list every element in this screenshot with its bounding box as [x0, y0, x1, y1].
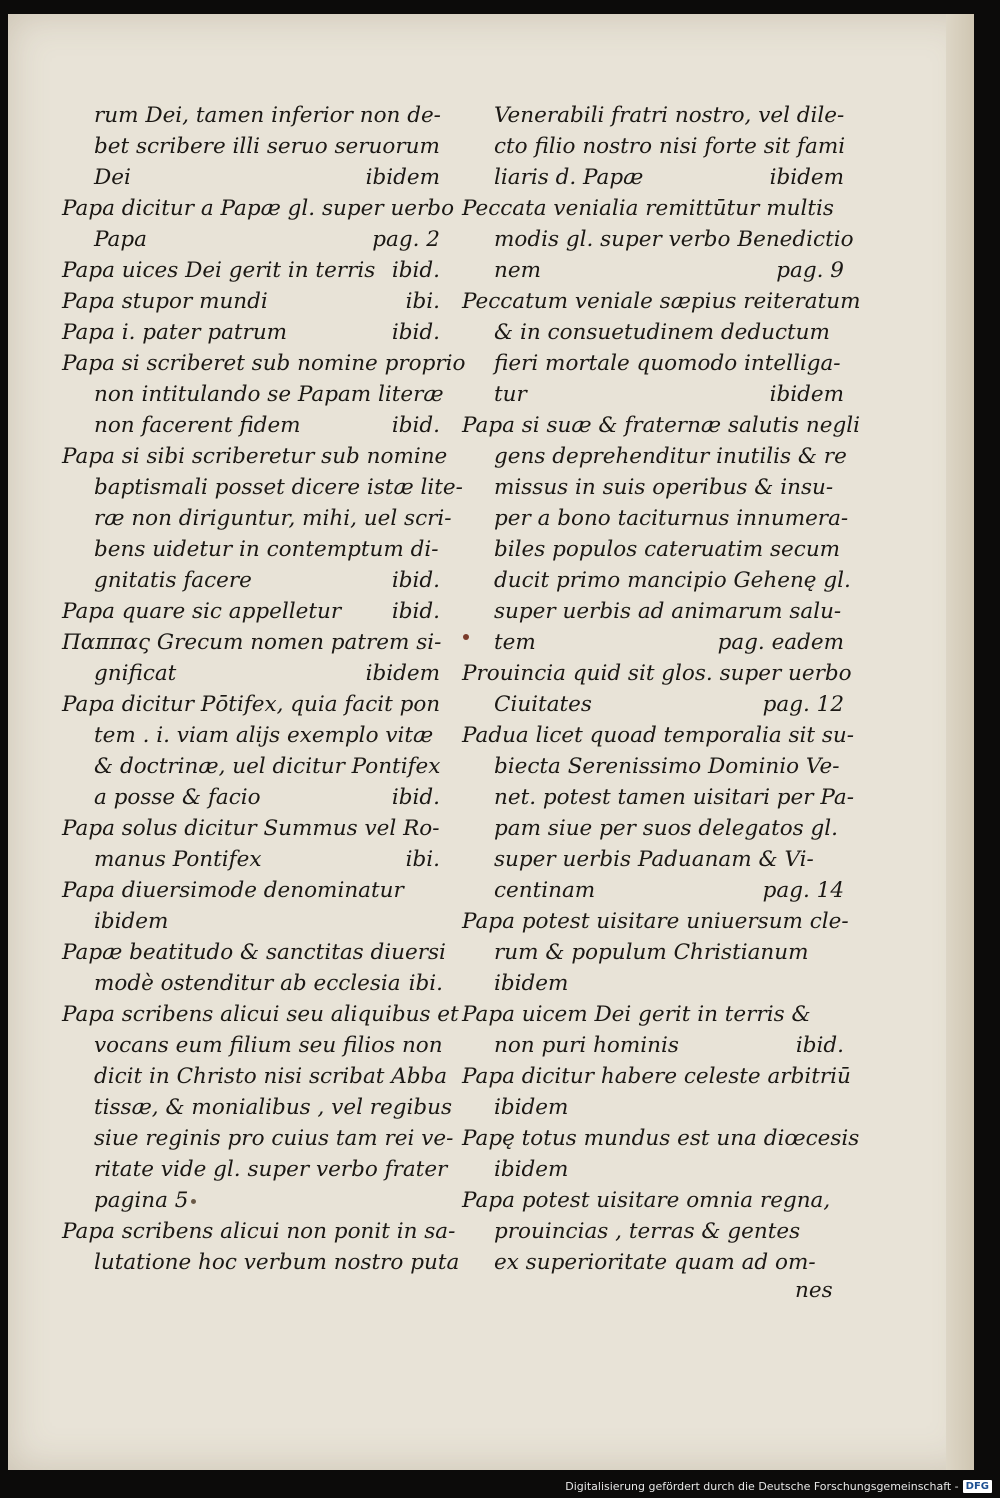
index-entry-text: gnificat [94, 661, 177, 686]
index-line [62, 224, 440, 255]
index-entry-text: super uerbis Paduanam & Vi- [494, 847, 814, 872]
index-line [62, 813, 440, 844]
index-line [62, 286, 440, 317]
index-entry-text: tissæ, & monialibus , vel regibus [94, 1095, 453, 1120]
index-entry-text: ræ non diriguntur, mihi, uel scri- [94, 506, 452, 531]
index-line [62, 100, 440, 131]
index-entry-text: ibidem [494, 1095, 569, 1120]
index-column-left [62, 100, 466, 1278]
index-entry-text: & in consuetudinem deductum [494, 320, 830, 345]
index-entry-text: Papa uicem Dei gerit in terris & [462, 1002, 811, 1027]
index-line [462, 1247, 844, 1278]
index-entry-text: ritate vide gl. super verbo frater [94, 1157, 448, 1182]
index-entry-reference: ibidem [769, 382, 844, 407]
index-entry-text: ducit primo mancipio Gehenę gl. [494, 568, 851, 593]
index-line [62, 658, 440, 689]
index-entry-text: Papa solus dicitur Summus vel Ro- [62, 816, 440, 841]
index-entry-text: nem [494, 258, 541, 283]
index-entry-text: Papa dicitur a Papæ gl. super uerbo [62, 196, 455, 221]
index-line [462, 100, 844, 131]
index-entry-text: per a bono taciturnus innumera- [494, 506, 849, 531]
index-line [462, 596, 844, 627]
index-entry-text: Papa scribens alicui seu aliquibus et [62, 1002, 459, 1027]
index-line [462, 720, 855, 751]
index-entry-reference: ibid. [391, 568, 440, 593]
index-entry-reference: ibi. [408, 971, 443, 996]
index-entry-text: non intitulando se Papam literæ [94, 382, 444, 407]
index-entry-text: liaris d. Papæ [494, 165, 644, 190]
index-line [462, 751, 844, 782]
index-line [62, 1123, 454, 1154]
index-entry-text: Papa potest uisitare omnia regna, [462, 1188, 831, 1213]
index-line [62, 751, 440, 782]
index-line [462, 131, 844, 162]
index-line [62, 255, 440, 286]
index-entry-reference: pag. 14 [762, 878, 844, 903]
index-entry-text: Papa si suæ & fraternæ salutis negli [462, 413, 861, 438]
index-line [62, 1030, 443, 1061]
index-line [462, 286, 861, 317]
index-line [462, 689, 844, 720]
index-entry-reference: ibid. [391, 413, 440, 438]
index-line [62, 782, 440, 813]
index-line [62, 844, 440, 875]
index-entry-text: baptismali posset dicere istæ lite- [94, 475, 463, 500]
index-line [462, 906, 849, 937]
index-line [62, 875, 440, 906]
index-entry-text: Padua licet quoad temporalia sit su- [462, 723, 855, 748]
index-entry-text: rum Dei, tamen inferior non de- [94, 103, 441, 128]
index-entry-text: gens deprehenditur inutilis & re [494, 444, 847, 469]
index-line [62, 348, 466, 379]
index-entry-text: bet scribere illi seruo seruorum [94, 134, 440, 159]
index-entry-text: biecta Serenissimo Dominio Ve- [494, 754, 840, 779]
catchword: nes [795, 1278, 833, 1303]
index-entry-reference: ibid. [391, 258, 440, 283]
index-entry-text: Papa quare sic appelletur [62, 599, 342, 624]
index-line [462, 565, 851, 596]
index-entry-reference: ibidem [365, 165, 440, 190]
footer-credit: Digitalisierung gefördert durch die Deutsche Forschungsgemeinschaft - [565, 1479, 959, 1493]
index-entry-text: manus Pontifex [94, 847, 262, 872]
index-line [62, 1092, 453, 1123]
index-entry-text: Papa dicitur habere celeste arbitriū [462, 1064, 851, 1089]
index-line [462, 844, 844, 875]
index-line [62, 131, 440, 162]
index-entry-text: Papa stupor mundi [62, 289, 268, 314]
index-entry-text: bens uidetur in contemptum di- [94, 537, 439, 562]
index-line [62, 1061, 448, 1092]
index-entry-text: ibidem [494, 1157, 569, 1182]
index-entry-reference: ibid. [391, 320, 440, 345]
index-entry-text: vocans eum filium seu filios non [94, 1033, 443, 1058]
index-entry-text: dicit in Christo nisi scribat Abba [94, 1064, 448, 1089]
index-entry-text: Venerabili fratri nostro, vel dile- [494, 103, 845, 128]
index-line [462, 1123, 860, 1154]
index-entry-text: Papa dicitur Pōtifex, quia facit pon [62, 692, 441, 717]
index-entry-reference: pag. eadem [717, 630, 844, 655]
index-line [62, 1247, 460, 1278]
index-line [462, 968, 844, 999]
index-line [462, 813, 844, 844]
index-line [462, 410, 861, 441]
index-entry-text: siue reginis pro cuius tam rei ve- [94, 1126, 454, 1151]
index-entry-text: Papa diuersimode denominatur [62, 878, 404, 903]
index-entry-text: tur [494, 382, 527, 407]
index-line [62, 1216, 456, 1247]
digitization-footer [0, 1474, 1000, 1498]
index-entry-reference: ibi. [405, 289, 440, 314]
index-line [462, 1154, 844, 1185]
index-entry-text: super uerbis ad animarum salu- [494, 599, 842, 624]
index-entry-text: rum & populum Christianum [494, 940, 809, 965]
index-entry-text: Papa uices Dei gerit in terris [62, 258, 376, 283]
index-entry-text: Papa potest uisitare uniuersum cle- [462, 909, 849, 934]
index-line [462, 379, 844, 410]
index-line [462, 875, 844, 906]
index-line [62, 503, 452, 534]
index-entry-text: Papa i. pater patrum [62, 320, 288, 345]
index-line [462, 1061, 851, 1092]
index-entry-text: tem . i. viam alijs exemplo vitæ [94, 723, 434, 748]
index-entry-text: a posse & facio [94, 785, 261, 810]
index-line [62, 937, 446, 968]
index-line [62, 193, 455, 224]
index-entry-text: ibidem [494, 971, 569, 996]
index-line [462, 1030, 844, 1061]
index-line [62, 689, 440, 720]
index-line [62, 565, 440, 596]
index-entry-text: non puri hominis [494, 1033, 679, 1058]
index-line [62, 906, 440, 937]
index-line [462, 193, 844, 224]
index-column-right [462, 100, 861, 1278]
index-line [62, 1185, 440, 1216]
index-line [62, 596, 440, 627]
index-entry-text: tem [494, 630, 536, 655]
index-entry-text: missus in suis operibus & insu- [494, 475, 834, 500]
index-line [462, 317, 844, 348]
index-entry-text: ex superioritate quam ad om- [494, 1250, 816, 1275]
index-entry-text: net. potest tamen uisitari per Pa- [494, 785, 854, 810]
index-entry-text: Papa [94, 227, 147, 252]
index-line [62, 317, 440, 348]
index-entry-reference: pag. 2 [372, 227, 440, 252]
index-entry-text: Peccatum veniale sæpius reiteratum [462, 289, 861, 314]
index-entry-text: Παππας Grecum nomen patrem si- [62, 630, 442, 655]
index-entry-reference: pag. 9 [776, 258, 844, 283]
dfg-logo: DFG [963, 1480, 992, 1493]
index-line [62, 379, 444, 410]
index-entry-text: cto filio nostro nisi forte sit fami [494, 134, 846, 159]
index-line [462, 224, 854, 255]
index-entry-reference: ibid. [391, 785, 440, 810]
index-line [462, 503, 849, 534]
index-line [62, 441, 448, 472]
index-line [462, 348, 844, 379]
index-entry-text: Papa si sibi scriberetur sub nomine [62, 444, 448, 469]
index-entry-text: pam siue per suos delegatos gl. [494, 816, 838, 841]
index-entry-text: Papa si scriberet sub nomine proprio [62, 351, 466, 376]
index-entry-text: ibidem [94, 909, 169, 934]
index-entry-text: Papę totus mundus est una diœcesis [462, 1126, 860, 1151]
index-entry-text: Prouincia quid sit glos. super uerbo [462, 661, 852, 686]
index-line [62, 534, 440, 565]
index-entry-text: Dei [94, 165, 131, 190]
index-line [462, 627, 844, 658]
index-line [462, 658, 852, 689]
index-entry-text: biles populos cateruatim secum [494, 537, 841, 562]
index-entry-text: Papa scribens alicui non ponit in sa- [62, 1219, 456, 1244]
index-entry-text: & doctrinæ, uel dicitur Pontifex [94, 754, 441, 779]
index-entry-text: modis gl. super verbo Benedictio [494, 227, 854, 252]
index-entry-text: Papæ beatitudo & sanctitas diuersi [62, 940, 446, 965]
index-line [462, 441, 847, 472]
index-entry-text: gnitatis facere [94, 568, 252, 593]
page-edge [946, 14, 974, 1470]
index-line [62, 627, 440, 658]
index-line [462, 1216, 844, 1247]
index-entry-text: pagina 5 [94, 1188, 189, 1213]
index-entry-text: Ciuitates [494, 692, 592, 717]
index-entry-text: fieri mortale quomodo intelliga- [494, 351, 841, 376]
index-entry-text: lutatione hoc verbum nostro puta [94, 1250, 460, 1275]
index-line [462, 472, 844, 503]
index-entry-text: Peccata venialia remittūtur multis [462, 196, 834, 221]
index-line [62, 162, 440, 193]
index-entry-reference: ibidem [365, 661, 440, 686]
index-entry-text: non facerent fidem [94, 413, 301, 438]
index-line [62, 472, 463, 503]
index-entry-reference: pag. 12 [762, 692, 844, 717]
index-line [62, 1154, 448, 1185]
index-line [62, 410, 440, 441]
index-entry-reference: ibi. [405, 847, 440, 872]
index-entry-reference: ibid. [391, 599, 440, 624]
index-line [62, 720, 440, 751]
index-entry-text: prouincias , terras & gentes [494, 1219, 801, 1244]
index-entry-text: centinam [494, 878, 596, 903]
index-line [462, 534, 844, 565]
index-line [462, 1092, 844, 1123]
index-entry-reference: ibid. [795, 1033, 844, 1058]
index-line [462, 255, 844, 286]
index-line [462, 782, 854, 813]
index-line [462, 999, 844, 1030]
index-line [62, 999, 459, 1030]
index-line [62, 968, 443, 999]
index-entry-text: modè ostenditur ab ecclesia [94, 971, 401, 996]
index-line [462, 162, 844, 193]
index-line [462, 1185, 844, 1216]
index-line [462, 937, 844, 968]
index-entry-reference: ibidem [769, 165, 844, 190]
